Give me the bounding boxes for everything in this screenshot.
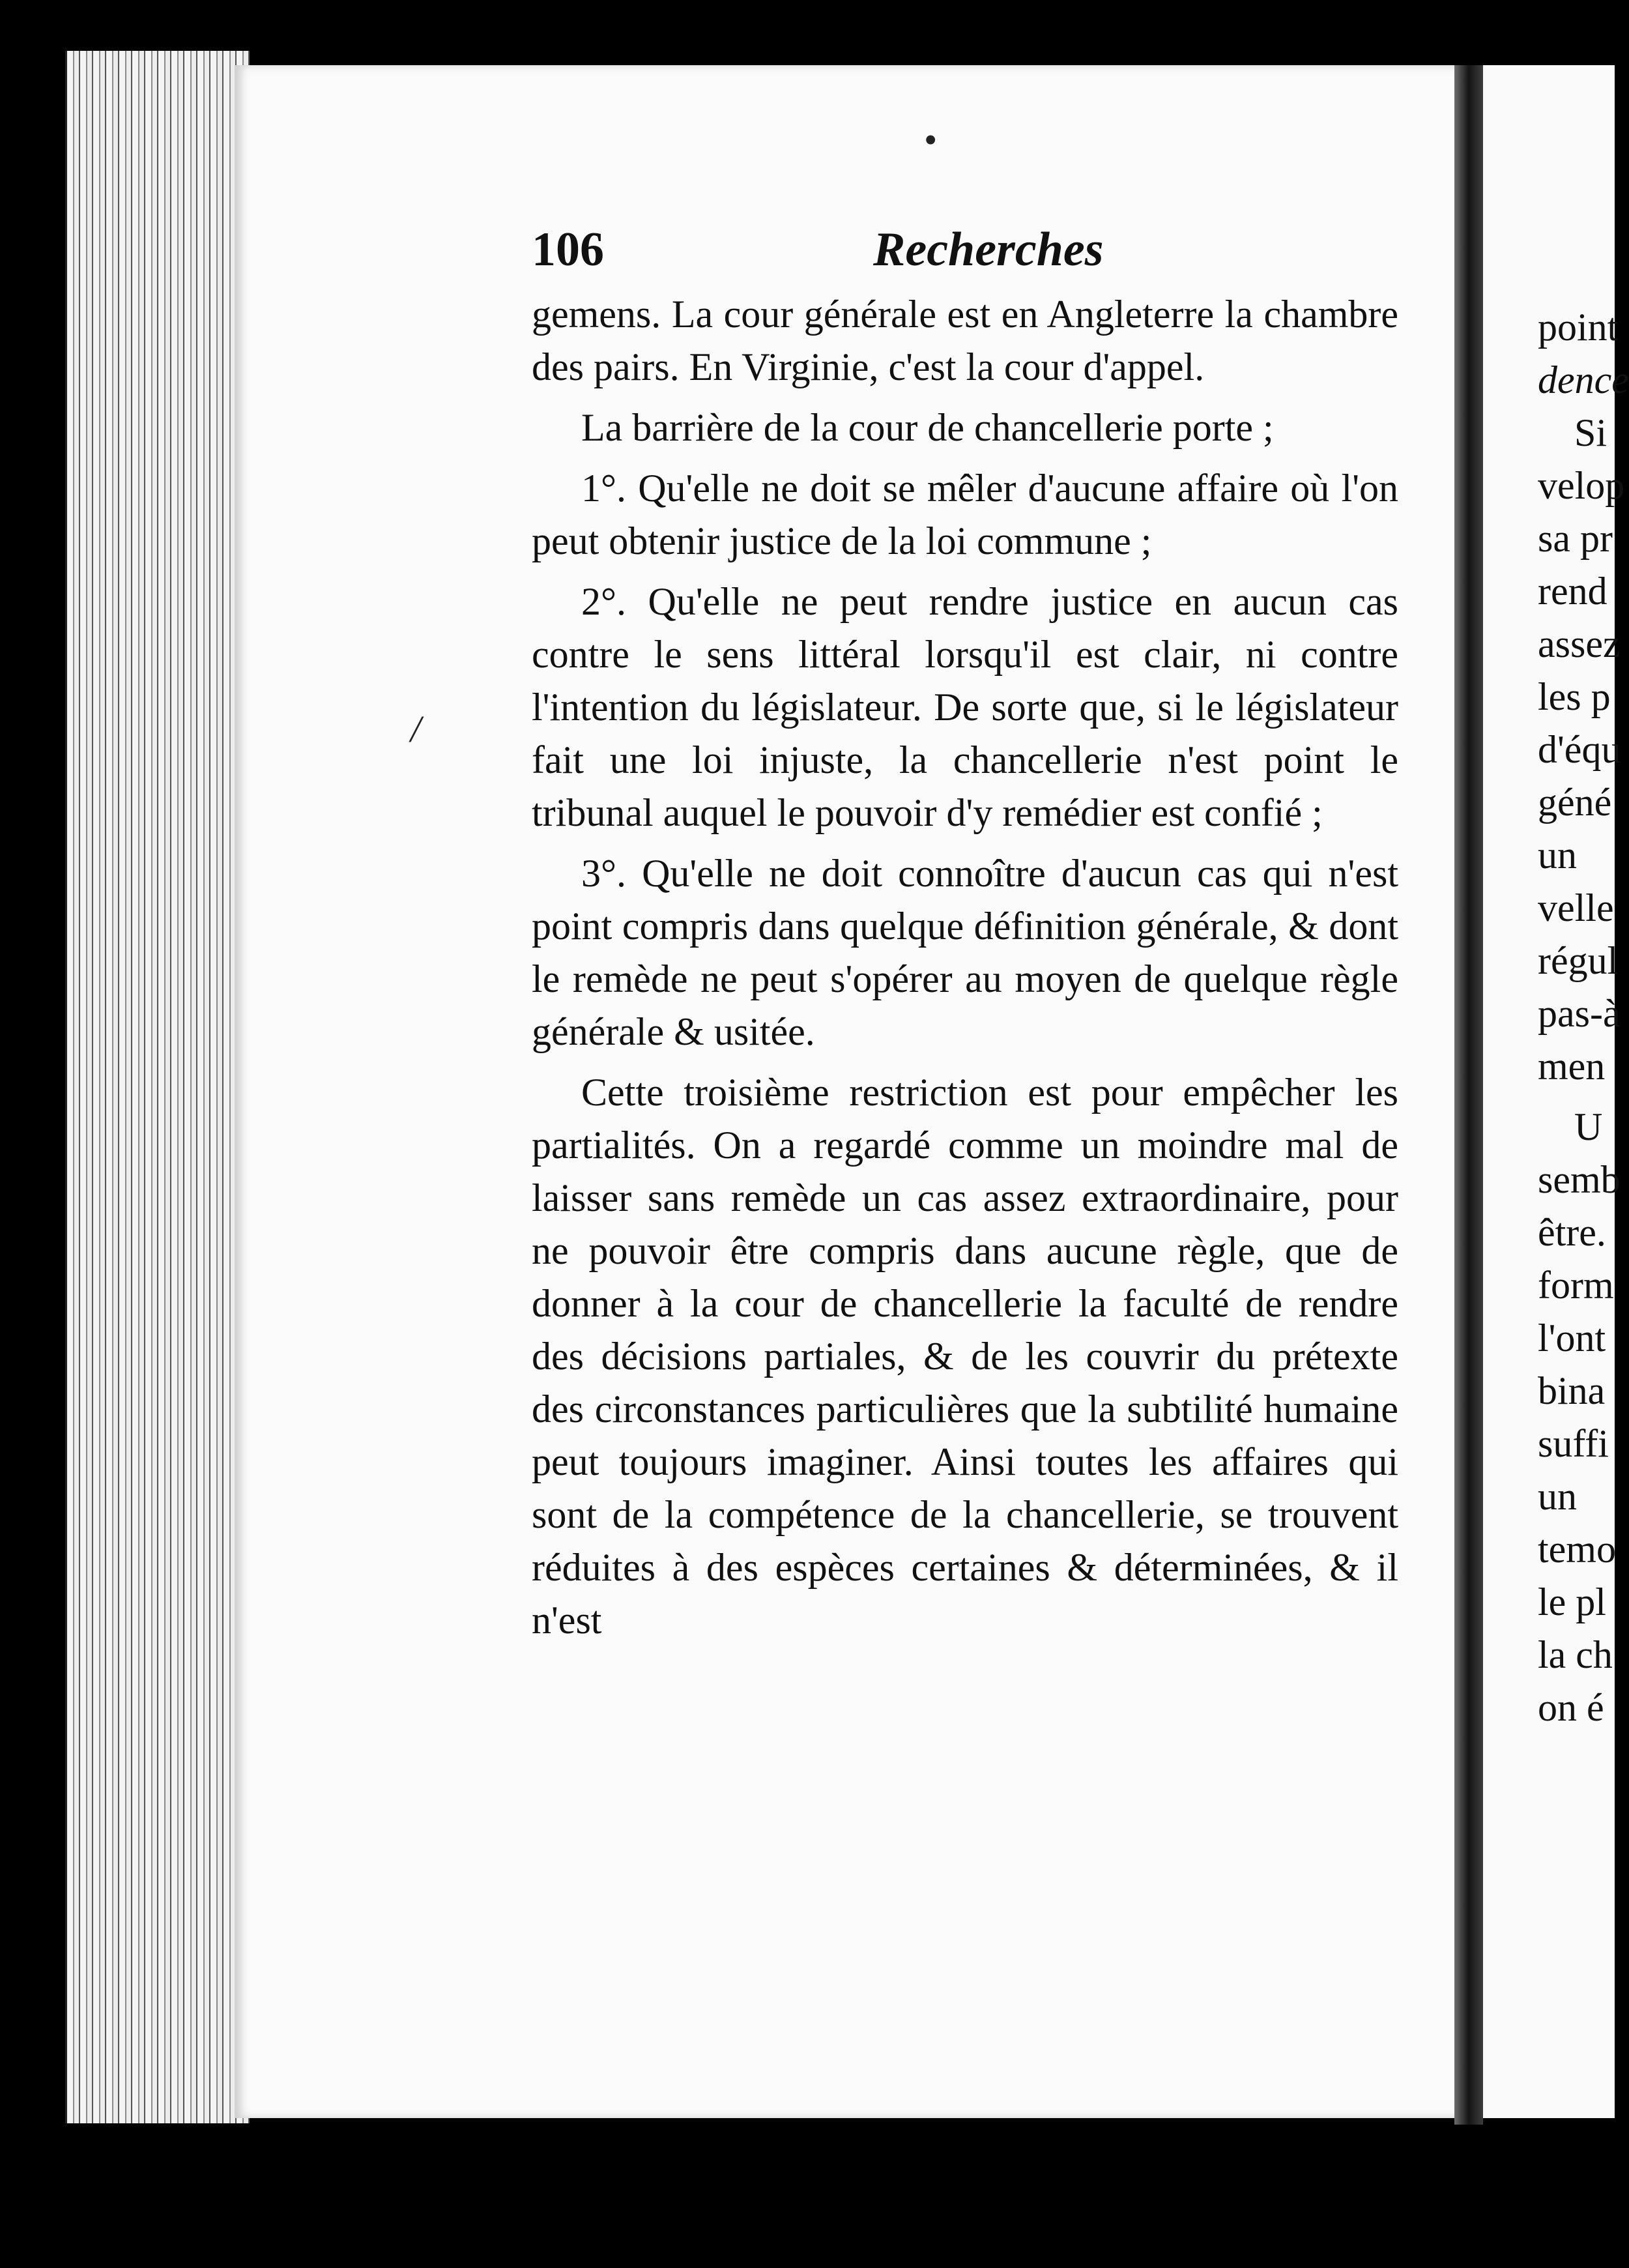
- page-number: 106: [532, 223, 604, 276]
- right-line: point: [1538, 306, 1619, 349]
- right-line: U: [1574, 1105, 1603, 1148]
- right-line: un: [1538, 834, 1577, 877]
- margin-tick-mark: /: [411, 708, 422, 750]
- paragraph-2: La barrière de la cour de chancellerie porte ;: [581, 406, 1274, 449]
- right-page-text: [1538, 301, 1629, 1734]
- right-line: régul: [1538, 939, 1619, 982]
- top-dot-mark: •: [924, 119, 938, 161]
- book-gutter: [1454, 65, 1483, 2125]
- right-line: men: [1538, 1045, 1606, 1088]
- right-line: le pl: [1538, 1580, 1606, 1623]
- right-line: géné: [1538, 781, 1612, 824]
- right-line: dence: [1538, 358, 1629, 401]
- right-line: être.: [1538, 1211, 1606, 1254]
- right-line: un: [1538, 1475, 1577, 1518]
- right-line: d'équ: [1538, 728, 1621, 771]
- running-title: Recherches: [873, 223, 1104, 276]
- paragraph-3: 1°. Qu'elle ne doit se mêler d'aucune affaire où l'on peut obtenir justice de la loi commune ;: [532, 467, 1398, 562]
- right-line: bina: [1538, 1369, 1606, 1412]
- right-line: on é: [1538, 1686, 1604, 1729]
- main-text-block: [532, 288, 1398, 1647]
- paragraph-5: 3°. Qu'elle ne doit connoître d'aucun cas qui n'est point compris dans quelque définition générale, & dont le remède ne peut s'opérer au moyen de quelque règle générale & usitée.: [532, 852, 1398, 1053]
- right-line: sa pr: [1538, 517, 1613, 560]
- paragraph-1: gemens. La cour générale est en Angleterre la chambre des pairs. En Virginie, c'est la cour d'appel.: [532, 293, 1398, 388]
- right-line: l'ont: [1538, 1316, 1606, 1359]
- right-line: form: [1538, 1264, 1614, 1307]
- paragraph-4: 2°. Qu'elle ne peut rendre justice en aucun cas contre le sens littéral lorsqu'il est clair, ni contre l'intention du législateur. De sorte que, si le législateur fait une loi injuste, la chancellerie n'est point le tribunal auquel le pouvoir d'y remédier est confié ;: [532, 580, 1398, 834]
- right-line: rend: [1538, 570, 1607, 613]
- right-line: les p: [1538, 675, 1611, 718]
- paragraph-6: Cette troisième restriction est pour empêcher les partialités. On a regardé comme un moindre mal de laisser sans remède un cas assez extraordinaire, pour ne pouvoir être compris dans aucune règle, que de donner à la cour de chancellerie la faculté de rendre des décisions partiales, & de les couvrir du prétexte des circonstances particulières que la subtilité humaine peut toujours imaginer. Ainsi toutes les affaires qui sont de la compétence de la chancellerie, se trouvent réduites à des espèces certaines & déterminées, & il n'est: [532, 1071, 1398, 1642]
- right-line: velle: [1538, 886, 1614, 929]
- right-line: temo: [1538, 1528, 1616, 1571]
- right-line: Si: [1574, 411, 1607, 454]
- right-line: semb: [1538, 1158, 1621, 1201]
- right-line: velop: [1538, 464, 1625, 507]
- page-edges-stack: [65, 51, 250, 2123]
- right-line: assez: [1538, 622, 1621, 665]
- right-line: suffi: [1538, 1422, 1609, 1465]
- right-line: la ch: [1538, 1633, 1613, 1676]
- right-line: pas-à: [1538, 992, 1621, 1035]
